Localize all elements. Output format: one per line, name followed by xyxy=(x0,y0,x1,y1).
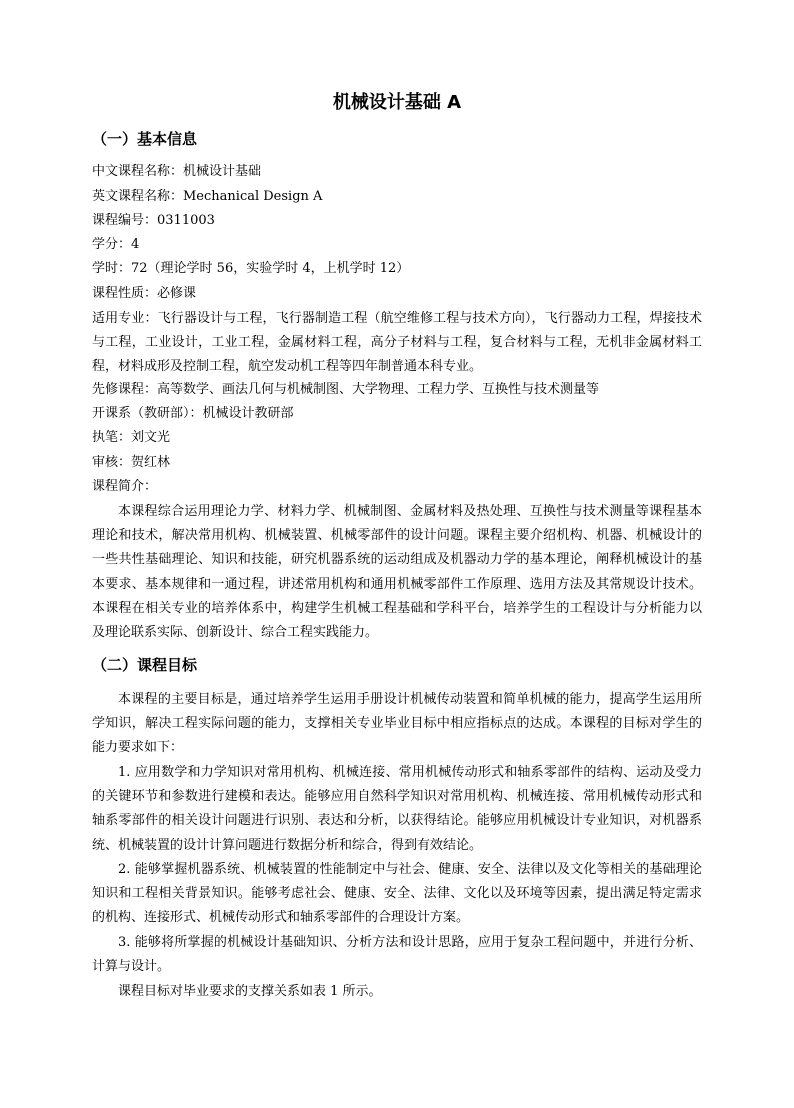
goal-1-paragraph: 1. 应用数学和力学知识对常用机构、机械连接、常用机械传动形式和轴系零部件的结构、运动及受力的关键环节和参数进行建模和表达。能够应用自然科学知识对常用机构、机械连接、常用机械传动形式和轴系零部件的相关设计问题进行识别、表达和分析，以获得结论。能够应用机械设计专业知识，对机器系统、机械装置的设计计算问题进行数据分析和综合，得到有效结论。 xyxy=(92,765,702,853)
field-reviewer: 审核：贺红林 xyxy=(92,455,171,470)
field-credits: 学分：4 xyxy=(92,237,140,252)
field-chinese-name: 中文课程名称：机械设计基础 xyxy=(92,164,262,179)
field-prerequisites: 先修课程：高等数学、画法几何与机械制图、大学物理、工程力学、互换性与技术测量等 xyxy=(92,382,600,397)
field-english-name: 英文课程名称：Mechanical Design A xyxy=(92,189,323,204)
field-course-nature: 课程性质：必修课 xyxy=(92,286,197,301)
field-applicable-majors: 适用专业：飞行器设计与工程，飞行器制造工程（航空维修工程与技术方向），飞行器动力工程，焊接技术与工程，工业设计，工业工程，金属材料工程，高分子材料与工程，复合材料与工程，无机非金属材料工程，材料成形及控制工程，航空发动机工程等四年制普通本科专业。 xyxy=(92,311,702,375)
field-intro-label: 课程简介： xyxy=(92,479,158,494)
field-department: 开课系（教研部）：机械设计教研部 xyxy=(92,406,294,421)
document-title: 机械设计基础 A xyxy=(332,92,462,113)
section-heading-course-goals: （二）课程目标 xyxy=(92,656,198,674)
field-course-code: 课程编号：0311003 xyxy=(92,213,215,228)
field-author: 执笔：刘文光 xyxy=(92,430,171,445)
field-hours: 学时：72（理论学时 56，实验学时 4，上机学时 12） xyxy=(92,261,410,276)
goals-intro-paragraph: 本课程的主要目标是，通过培养学生运用手册设计机械传动装置和简单机械的能力，提高学生运用所学知识，解决工程实际问题的能力，支撑相关专业毕业目标中相应指标点的达成。本课程的目标对学生的能力要求如下： xyxy=(92,692,702,756)
goals-closing-line: 课程目标对毕业要求的支撑关系如表 1 所示。 xyxy=(118,984,382,999)
goal-3-paragraph: 3. 能够将所掌握的机械设计基础知识、分析方法和设计思路，应用于复杂工程问题中，并进行分析、计算与设计。 xyxy=(92,935,702,975)
section-heading-basic-info: （一）基本信息 xyxy=(92,130,198,148)
goal-2-paragraph: 2. 能够掌握机器系统、机械装置的性能制定中与社会、健康、安全、法律以及文化等相关的基础理论知识和工程相关背景知识。能够考虑社会、健康、安全、法律、文化以及环境等因素，提出满足特定需求的机构、连接形式、机械传动形式和轴系零部件的合理设计方案。 xyxy=(92,862,702,926)
course-intro-paragraph: 本课程综合运用理论力学、材料力学、机械制图、金属材料及热处理、互换性与技术测量等课程基本理论和技术，解决常用机构、机械装置、机械零部件的设计问题。课程主要介绍机构、机器、机械设计的一些共性基础理论、知识和技能，研究机器系统的运动组成及机器动力学的基本理论，阐释机械设计的基本要求、基本规律和一通过程，讲述常用机构和通用机械零部件工作原理、选用方法及其常规设计技术。本课程在相关专业的培养体系中，构建学生机械工程基础和学科平台，培养学生的工程设计与分析能力以及理论联系实际、创新设计、综合工程实践能力。 xyxy=(92,504,702,641)
